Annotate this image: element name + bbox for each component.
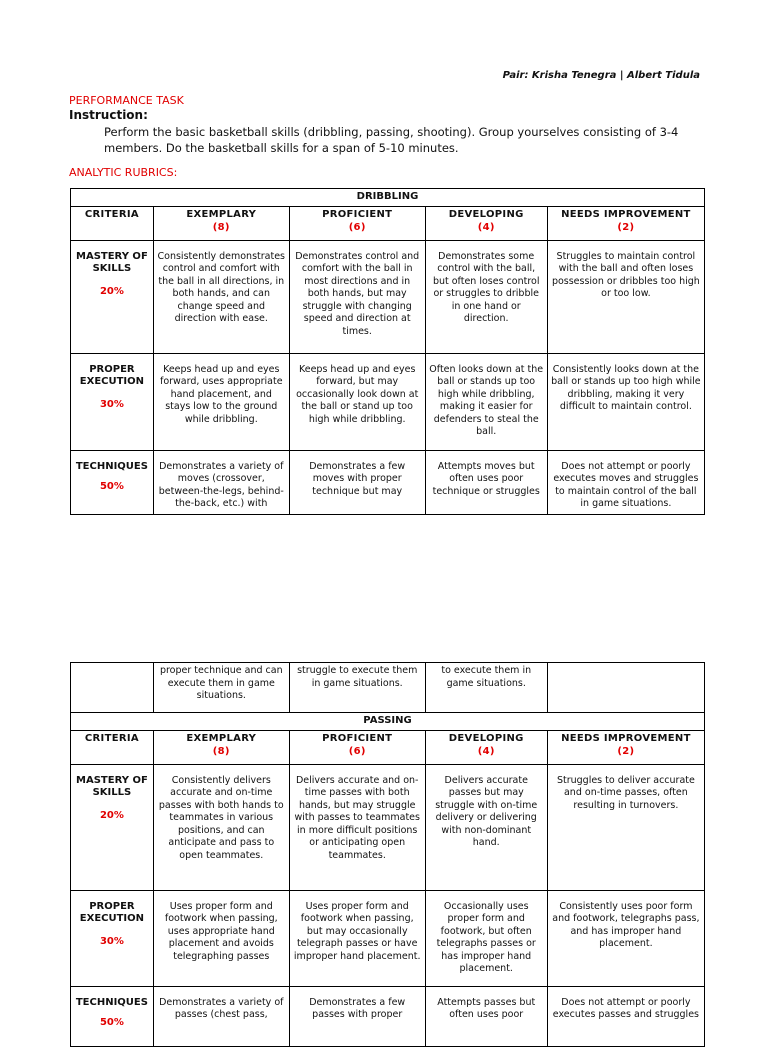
table-row: [71, 353, 705, 450]
developing-cell: Attempts passes but often uses poor: [425, 986, 547, 1046]
needs-improvement-cell: Struggles to deliver accurate and on-time passes, often resulting in turnovers.: [547, 764, 704, 890]
table-row-continued: [71, 663, 705, 713]
table-row: [71, 764, 705, 890]
exemplary-cell: Consistently delivers accurate and on-time passes with both hands to teammates in various positions, and can anticipate and pass to open teammates.: [153, 764, 289, 890]
criteria-cell: TECHNIQUES 50%: [71, 450, 154, 514]
proficient-cell: Demonstrates control and comfort with the ball in most directions and in both hands, but may struggle with changing speed and direction at times.: [289, 240, 425, 353]
exemplary-cell: Consistently demonstrates control and comfort with the ball in all directions, in both hands, and can change speed and direction with ease.: [153, 240, 289, 353]
developing-cell: Attempts moves but often uses poor technique or struggles: [425, 450, 547, 514]
proficient-cell: Uses proper form and footwork when passing, but may occasionally telegraph passes or have improper hand placement.: [289, 890, 425, 986]
criteria-header: CRITERIA: [71, 730, 154, 764]
proficient-cell: Delivers accurate and on-time passes with both hands, but may struggle with passes to teammates in more difficult positions or anticipating open teammates.: [289, 764, 425, 890]
instruction-label: Instruction:: [69, 108, 148, 122]
criteria-cell: PROPER EXECUTION 30%: [71, 353, 154, 450]
criteria-header: CRITERIA: [71, 206, 154, 240]
table-row: [71, 890, 705, 986]
page-bottom: [0, 620, 768, 1028]
exemplary-header: EXEMPLARY (8): [153, 730, 289, 764]
proficient-cell: Demonstrates a few passes with proper: [289, 986, 425, 1046]
proficient-header: PROFICIENT (6): [289, 206, 425, 240]
exemplary-cell: Keeps head up and eyes forward, uses appropriate hand placement, and stays low to the ground while dribbling.: [153, 353, 289, 450]
developing-cell: Demonstrates some control with the ball, but often loses control or struggles to dribble in one hand or direction.: [425, 240, 547, 353]
table-row: [71, 986, 705, 1046]
developing-header: DEVELOPING (4): [425, 730, 547, 764]
table-row: [71, 240, 705, 353]
developing-cell: Often looks down at the ball or stands up too high while dribbling, making it easier for defenders to steal the ball.: [425, 353, 547, 450]
table-row: [71, 450, 705, 514]
exemplary-cell: Demonstrates a variety of passes (chest pass,: [153, 986, 289, 1046]
needs-improvement-cell: Consistently uses poor form and footwork, telegraphs pass, and has improper hand placement.: [547, 890, 704, 986]
needs-improvement-cell: Does not attempt or poorly executes passes and struggles: [547, 986, 704, 1046]
needs-improvement-cell: Struggles to maintain control with the ball and often loses possession or dribbles too high or too low.: [547, 240, 704, 353]
needs-improvement-cell: Does not attempt or poorly executes moves and struggles to maintain control of the ball in game situations.: [547, 450, 704, 514]
exemplary-cell: proper technique and can execute them in game situations.: [153, 663, 289, 713]
proficient-cell: struggle to execute them in game situations.: [289, 663, 425, 713]
developing-cell: Occasionally uses proper form and footwork, but often telegraphs passes or has improper hand placement.: [425, 890, 547, 986]
proficient-cell: Keeps head up and eyes forward, but may occasionally look down at the ball or stand up too high while dribbling.: [289, 353, 425, 450]
needs-improvement-cell: [547, 663, 704, 713]
passing-section-title: PASSING: [71, 713, 705, 731]
criteria-cell: TECHNIQUES 50%: [71, 986, 154, 1046]
developing-cell: to execute them in game situations.: [425, 663, 547, 713]
developing-cell: Delivers accurate passes but may struggle with on-time delivery or delivering with non-dominant hand.: [425, 764, 547, 890]
dribbling-rubric-table: [70, 188, 705, 515]
needs-improvement-header: NEEDS IMPROVEMENT (2): [547, 730, 704, 764]
pair-names: Pair: Krisha Tenegra | Albert Tidula: [502, 70, 700, 81]
dribbling-section-title: DRIBBLING: [71, 189, 705, 207]
criteria-cell: MASTERY OF SKILLS 20%: [71, 764, 154, 890]
task-title: PERFORMANCE TASK: [69, 94, 184, 107]
passing-rubric-table: [70, 662, 705, 1047]
needs-improvement-cell: Consistently looks down at the ball or stands up too high while dribbling, making it very difficult to maintain control.: [547, 353, 704, 450]
criteria-cell: [71, 663, 154, 713]
exemplary-header: EXEMPLARY (8): [153, 206, 289, 240]
criteria-cell: MASTERY OF SKILLS 20%: [71, 240, 154, 353]
rubrics-label: ANALYTIC RUBRICS:: [69, 166, 178, 179]
needs-improvement-header: NEEDS IMPROVEMENT (2): [547, 206, 704, 240]
exemplary-cell: Uses proper form and footwork when passing, uses appropriate hand placement and avoids telegraphing passes: [153, 890, 289, 986]
developing-header: DEVELOPING (4): [425, 206, 547, 240]
proficient-header: PROFICIENT (6): [289, 730, 425, 764]
exemplary-cell: Demonstrates a variety of moves (crossover, between-the-legs, behind-the-back, etc.) with: [153, 450, 289, 514]
proficient-cell: Demonstrates a few moves with proper technique but may: [289, 450, 425, 514]
instruction-text: Perform the basic basketball skills (dribbling, passing, shooting). Group yourselves consisting of 3-4 members. Do the basketball skills for a span of 5-10 minutes.: [104, 125, 679, 155]
criteria-cell: PROPER EXECUTION 30%: [71, 890, 154, 986]
